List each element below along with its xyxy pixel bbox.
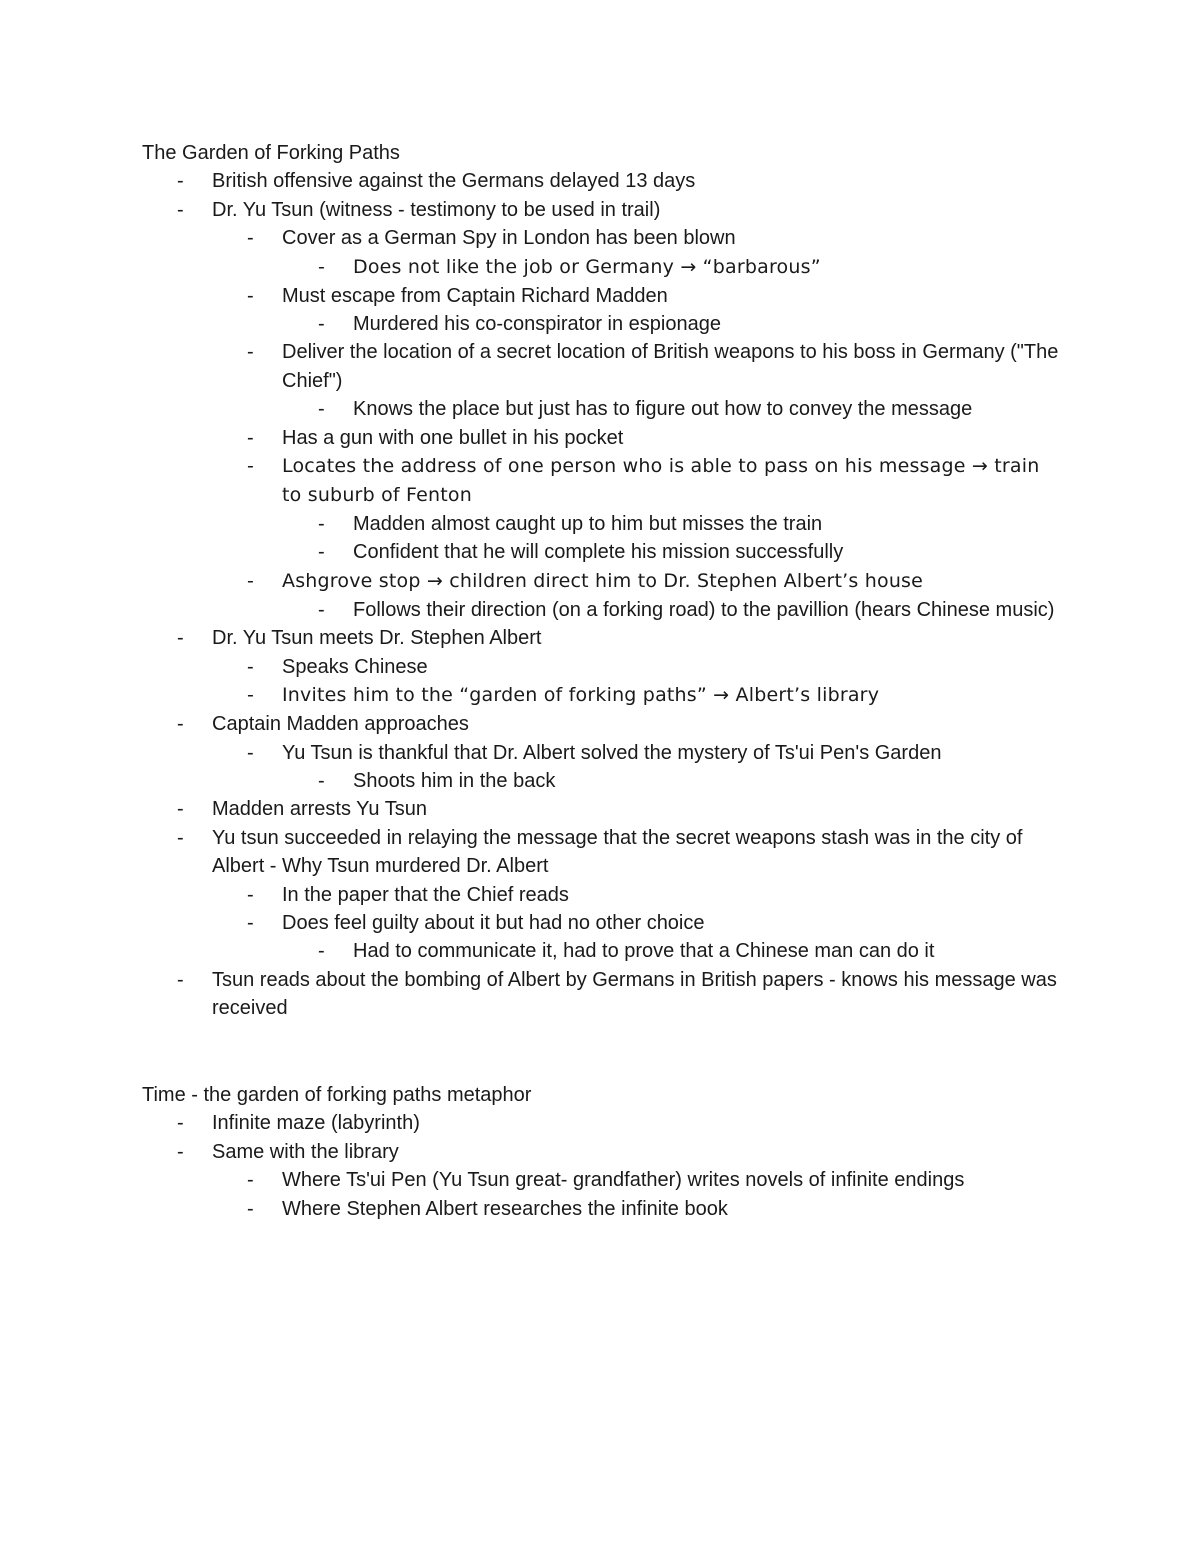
outline-item: [177, 966, 1062, 1023]
bullet-dash: -: [247, 227, 254, 250]
bullet-dash: -: [318, 513, 325, 536]
outline-item-text: Same with the library: [212, 1140, 399, 1163]
bullet-dash: -: [318, 313, 325, 336]
bullet-dash: -: [247, 284, 254, 307]
outline-item: [318, 596, 1062, 624]
bullet-dash: -: [177, 713, 184, 736]
bullet-dash: -: [247, 455, 255, 478]
bullet-dash: -: [177, 826, 184, 849]
outline-item-text: Dr. Yu Tsun (witness - testimony to be used in trail): [212, 198, 661, 221]
outline-item-text: Invites him to the “garden of forking paths” → Albert’s library: [282, 684, 880, 707]
outline-item-text: Confident that he will complete his mission successfully: [353, 541, 844, 564]
outline-item: [247, 681, 1062, 710]
outline-item: [177, 795, 1062, 823]
outline-item-text: Murdered his co-conspirator in espionage: [353, 313, 721, 336]
outline-item: [247, 282, 1062, 310]
bullet-dash: -: [247, 426, 254, 449]
bullet-dash: -: [247, 1197, 254, 1220]
section-time-metaphor: [142, 1081, 1062, 1223]
outline-item: [318, 767, 1062, 795]
bullet-dash: -: [177, 170, 184, 193]
bullet-dash: -: [318, 398, 325, 421]
outline-item: [177, 196, 1062, 224]
outline-item: [247, 452, 1062, 510]
outline-item-text: Where Stephen Albert researches the infinite book: [282, 1197, 728, 1220]
outline-item: [247, 909, 1062, 937]
outline-item: [177, 1138, 1062, 1166]
bullet-dash: -: [247, 341, 254, 364]
outline-item-text: Speaks Chinese: [282, 655, 428, 678]
outline-item-text: Cover as a German Spy in London has been blown: [282, 227, 736, 250]
section-heading: The Garden of Forking Paths: [142, 142, 400, 164]
outline-item-text: Captain Madden approaches: [212, 713, 469, 736]
outline-item-text: Madden arrests Yu Tsun: [212, 798, 427, 821]
outline-item: [247, 567, 1062, 596]
outline-item-text: Deliver the location of a secret location of British weapons to his boss in Germany ("The Chief"): [282, 341, 1059, 392]
bullet-dash: -: [177, 798, 184, 821]
outline-item-text: In the paper that the Chief reads: [282, 883, 569, 906]
outline-item-text: Locates the address of one person who is able to pass on his message → train to suburb of Fenton: [282, 455, 1040, 507]
bullet-dash: -: [318, 541, 325, 564]
bullet-dash: -: [247, 684, 255, 707]
outline-item: [247, 224, 1062, 252]
bullet-dash: -: [177, 1140, 184, 1163]
outline-item-text: Must escape from Captain Richard Madden: [282, 284, 668, 307]
bullet-dash: -: [177, 1112, 184, 1135]
bullet-dash: -: [247, 1169, 254, 1192]
bullet-dash: -: [318, 769, 325, 792]
outline-item: [247, 881, 1062, 909]
outline-item-text: Had to communicate it, had to prove that a Chinese man can do it: [353, 940, 935, 963]
outline-item: [247, 1195, 1062, 1223]
bullet-dash: -: [318, 255, 326, 278]
outline-item-text: Dr. Yu Tsun meets Dr. Stephen Albert: [212, 627, 542, 650]
outline-item-text: Follows their direction (on a forking road) to the pavillion (hears Chinese music): [353, 598, 1055, 621]
section-heading: Time - the garden of forking paths metaphor: [142, 1084, 532, 1106]
bullet-dash: -: [247, 655, 254, 678]
outline-item-text: Yu tsun succeeded in relaying the message that the secret weapons stash was in the city of Albert - Why Tsun murdered Dr. Albert: [212, 826, 1023, 878]
outline-item: [318, 253, 1062, 282]
outline-item: [247, 1166, 1062, 1194]
outline-item: [318, 395, 1062, 423]
bullet-dash: -: [177, 968, 184, 991]
bullet-dash: -: [177, 198, 184, 221]
outline-item: [318, 538, 1062, 566]
outline-item-text: Yu Tsun is thankful that Dr. Albert solved the mystery of Ts'ui Pen's Garden: [282, 741, 942, 764]
bullet-dash: -: [247, 569, 255, 592]
outline-item: [247, 653, 1062, 681]
outline-item-text: Madden almost caught up to him but misses the train: [353, 513, 823, 536]
outline-list: [142, 1109, 1062, 1223]
outline-item-text: Does not like the job or Germany → “barbarous”: [353, 255, 821, 278]
outline-item-text: Tsun reads about the bombing of Albert by Germans in British papers - knows his message was received: [212, 968, 1057, 1020]
outline-item: [177, 1109, 1062, 1137]
outline-item: [177, 824, 1062, 881]
outline-item: [318, 937, 1062, 965]
outline-item: [177, 167, 1062, 195]
section-garden-of-forking-paths: [142, 139, 1062, 1023]
outline-item-text: Has a gun with one bullet in his pocket: [282, 426, 624, 449]
outline-item-text: Infinite maze (labyrinth): [212, 1112, 420, 1135]
outline-item: [247, 424, 1062, 452]
bullet-dash: -: [177, 627, 184, 650]
bullet-dash: -: [247, 911, 254, 934]
bullet-dash: -: [318, 940, 325, 963]
outline-item-text: Ashgrove stop → children direct him to Dr. Stephen Albert’s house: [282, 569, 924, 592]
outline-item-text: Where Ts'ui Pen (Yu Tsun great- grandfather) writes novels of infinite endings: [282, 1169, 965, 1192]
bullet-dash: -: [247, 741, 254, 764]
bullet-dash: -: [247, 883, 254, 906]
outline-item: [247, 739, 1062, 767]
outline-item: [247, 338, 1062, 395]
bullet-dash: -: [318, 598, 325, 621]
outline-item: [318, 310, 1062, 338]
outline-item: [177, 710, 1062, 738]
outline-item-text: Knows the place but just has to figure out how to convey the message: [353, 398, 973, 421]
outline-list: [142, 167, 1062, 1022]
outline-item-text: Shoots him in the back: [353, 769, 556, 792]
outline-item-text: Does feel guilty about it but had no other choice: [282, 911, 705, 934]
outline-item-text: British offensive against the Germans delayed 13 days: [212, 170, 696, 193]
outline-item: [318, 510, 1062, 538]
outline-item: [177, 624, 1062, 652]
